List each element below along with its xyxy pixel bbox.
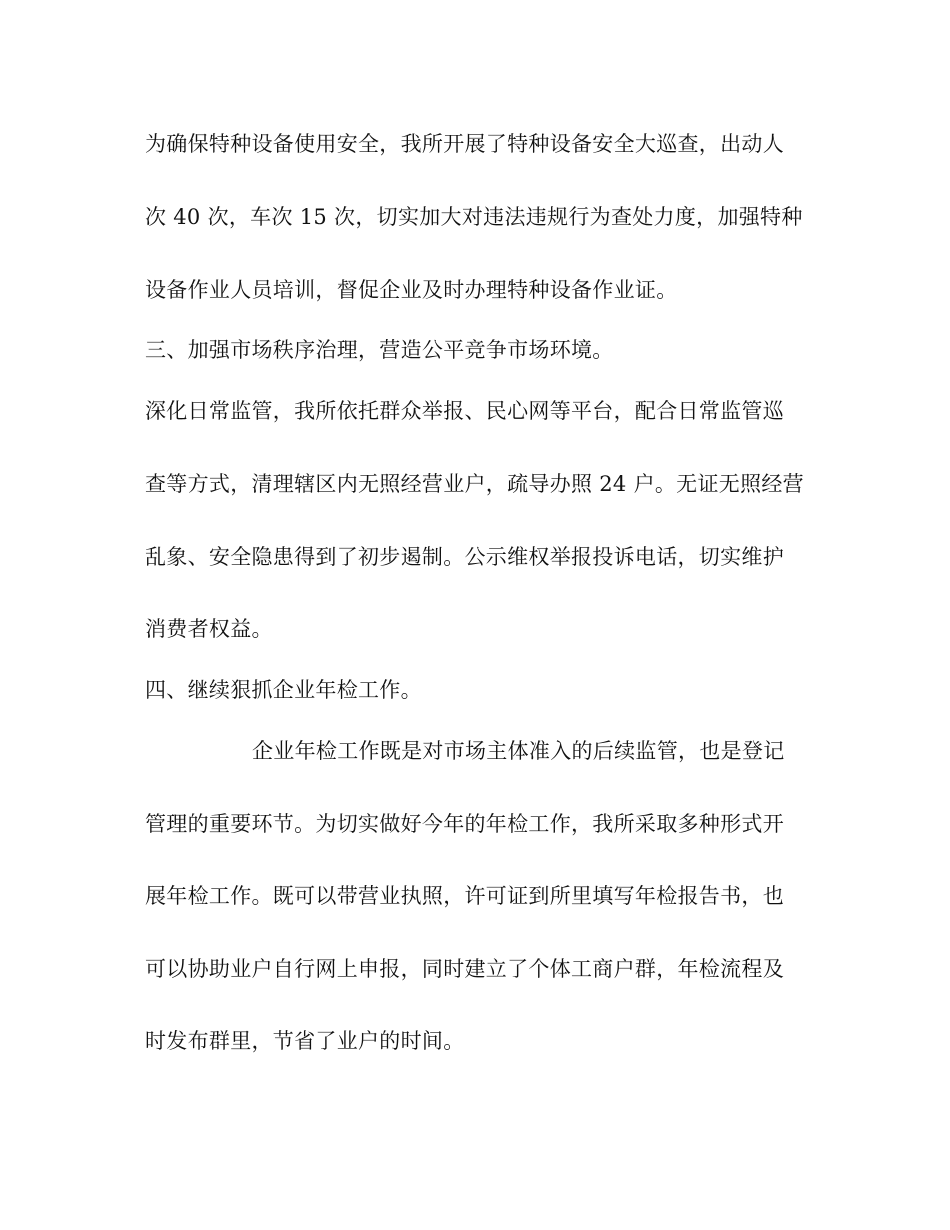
section-heading: 四、继续狠抓企业年检工作。 [145,678,422,702]
text-line: 为确保特种设备使用安全，我所开展了特种设备安全大巡查，出动人 [145,132,784,156]
text-line: 消费者权益。 [145,617,273,641]
text-line: 深化日常监管，我所依托群众举报、民心网等平台，配合日常监管巡 [145,399,784,423]
text-line: 设备作业人员培训，督促企业及时办理特种设备作业证。 [145,278,678,302]
text-line: 展年检工作。既可以带营业执照，许可证到所里填写年检报告书，也 [145,884,784,908]
text-line: 企业年检工作既是对市场主体准入的后续监管，也是登记 [252,739,785,763]
section-heading: 三、加强市场秩序治理，营造公平竞争市场环境。 [145,338,614,362]
text-line: 管理的重要环节。为切实做好今年的年检工作，我所采取多种形式开 [145,812,784,836]
text-line: 查等方式，清理辖区内无照经营业户，疏导办照 24 户。无证无照经营 [145,472,804,496]
text-line: 乱象、安全隐患得到了初步遏制。公示维权举报投诉电话，切实维护 [145,545,784,569]
text-line: 可以协助业户自行网上申报，同时建立了个体工商户群，年检流程及 [145,957,784,981]
text-line: 时发布群里，节省了业户的时间。 [145,1029,465,1053]
text-line: 次 40 次，车次 15 次，切实加大对违法违规行为查处力度，加强特种 [145,205,803,229]
